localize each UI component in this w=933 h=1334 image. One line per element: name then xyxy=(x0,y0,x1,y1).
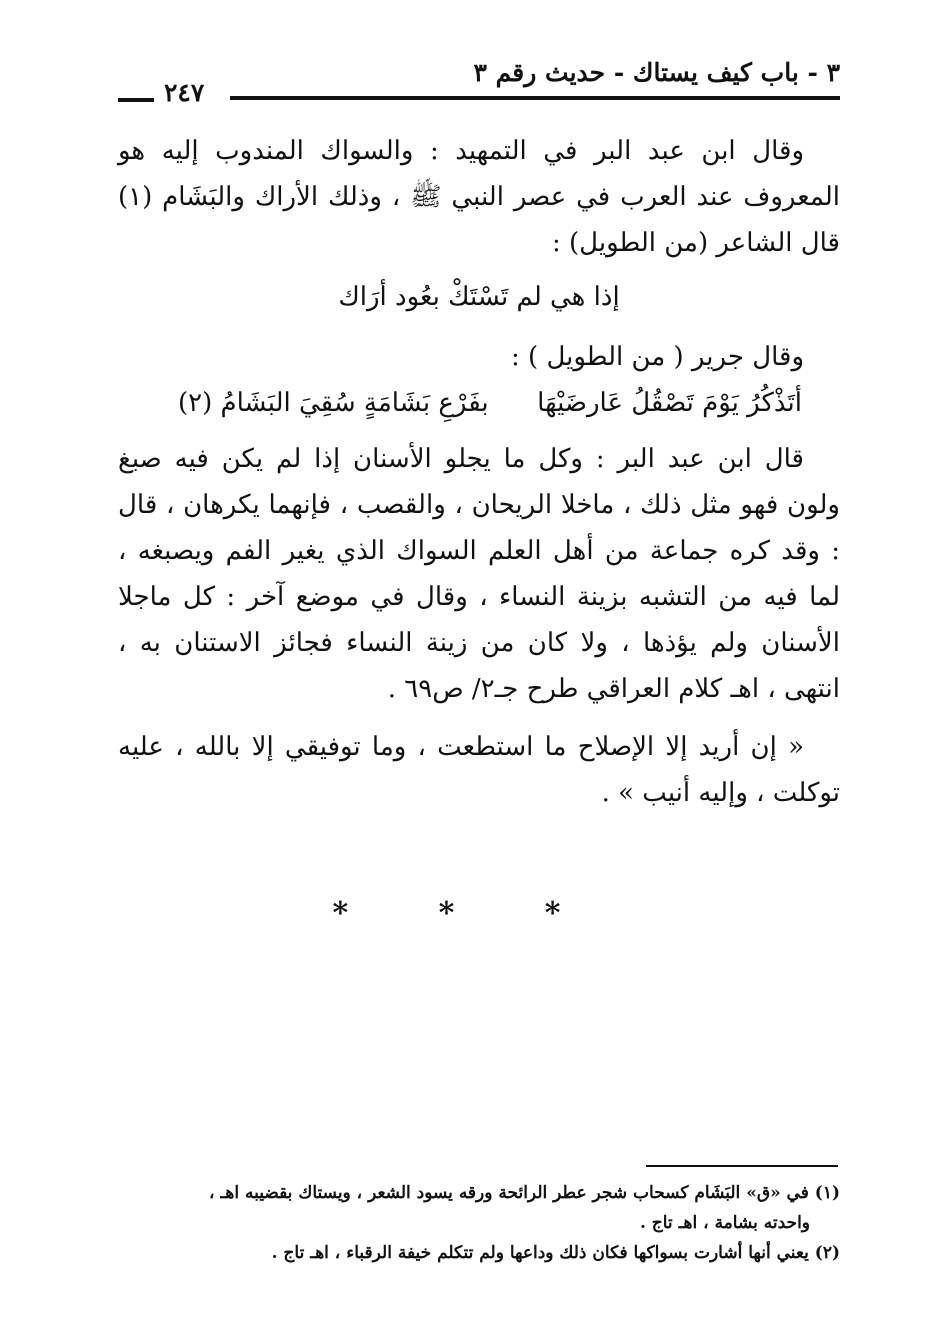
header-rule-right xyxy=(230,96,840,100)
page-number: ٢٤٧ xyxy=(164,78,205,107)
verse-second-hemistich: بفَرْعِ بَشَامَةٍ سُقِيَ البَشَامُ (٢) xyxy=(178,388,489,418)
verse-single: إذا هي لم تَسْتَكْ بعُود أرَاك xyxy=(338,282,620,312)
main-text xyxy=(118,128,840,816)
verse-couplet xyxy=(118,380,840,426)
chapter-title: ٣ - باب كيف يستاك - حديث رقم ٣ xyxy=(473,58,840,87)
header-rule-left xyxy=(118,98,154,102)
footnote-rule xyxy=(646,1165,838,1167)
paragraph-4: « إن أريد إلا الإصلاح ما استطعت ، وما توفيقي إلا بالله ، عليه توكلت ، وإليه أنيب » . xyxy=(118,732,840,808)
footnotes xyxy=(118,1178,840,1268)
page-header xyxy=(118,58,840,108)
paragraph-1: وقال ابن عبد البر في التمهيد : والسواك المندوب إليه هو المعروف عند العرب في عصر النبي ﷺ ، وذلك الأراك والبَشَام (١) قال الشاعر (من الطويل) : xyxy=(118,136,840,258)
footnote-2: (٢) يعني أنها أشارت بسواكها فكان ذلك وداعها ولم تتكلم خيفة الرقباء ، اهـ تاج . xyxy=(271,1243,840,1263)
footnote-1: (١) في «ق» البَشَام كسحاب شجر عطر الرائحة ورقه يسود الشعر ، ويستاك بقضيبه اهـ ، xyxy=(208,1183,840,1203)
footnote-1-continued: واحدته بشامة ، اهـ تاج . xyxy=(639,1213,810,1233)
verse-first-hemistich: أتَذْكُرُ يَوْمَ تَصْقُلُ عَارضَيْهَا xyxy=(537,388,802,418)
paragraph-2: وقال جرير ( من الطويل ) : xyxy=(511,342,804,372)
paragraph-3: قال ابن عبد البر : وكل ما يجلو الأسنان إذا لم يكن فيه صبغ ولون فهو مثل ذلك ، ماخلا الريحان ، والقصب ، فإنهما يكرهان ، قال : وقد كره جماعة من أهل العلم السواك الذي يغير الفم ويصبغه ، لما فيه من التشبه بزينة النساء ، وقال في موضع آخر : كل ماجلا الأسنان ولم يؤذها ، ولا كان من زينة النساء فجائز الاستنان به ، انتهى ، اهـ كلام العراقي طرح جـ٢/ ص٦٩ . xyxy=(118,444,840,704)
section-separator: * * * xyxy=(332,896,601,931)
